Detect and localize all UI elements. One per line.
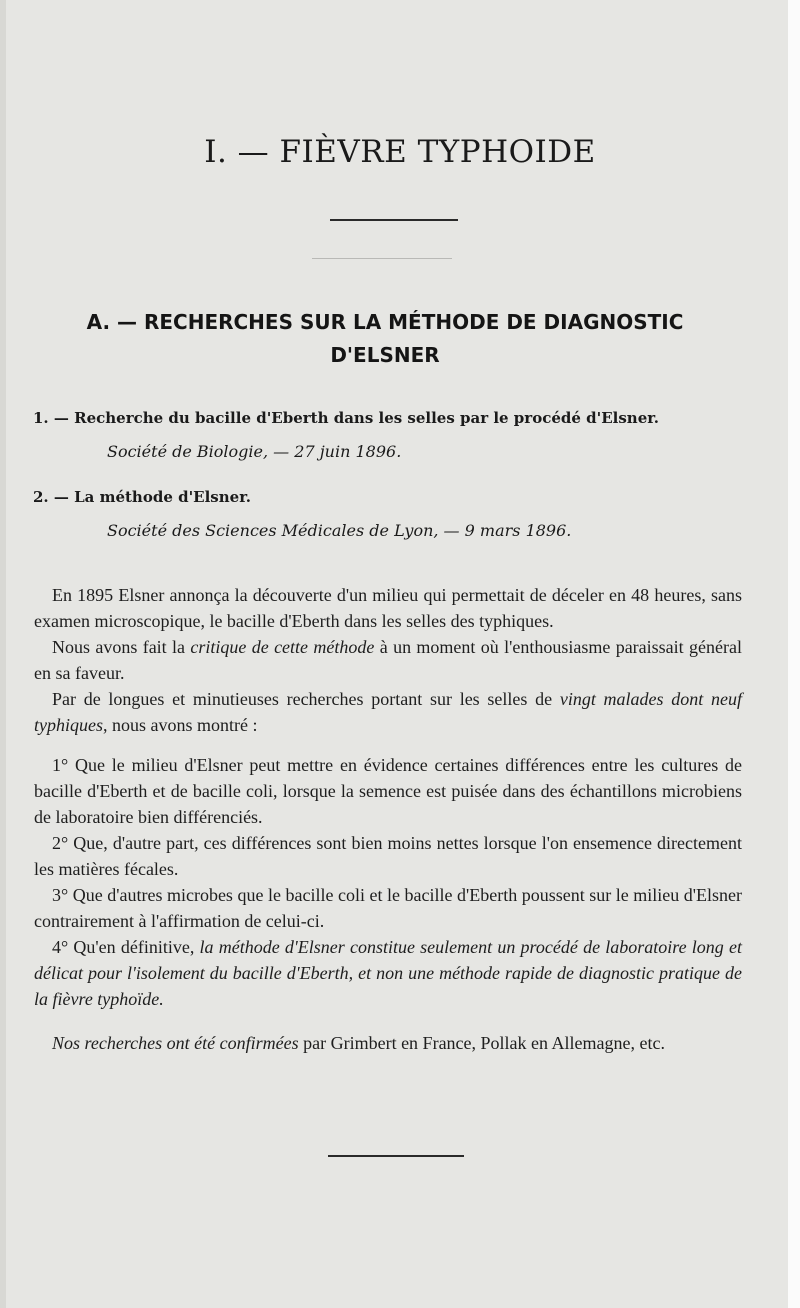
- end-divider: [328, 1155, 464, 1157]
- reference-1-label: 1. — Recherche du bacille d'Eberth dans les selles par le procédé d'Elsner.: [33, 409, 659, 427]
- confirmation-italic: Nos recherches ont été confirmées: [52, 1033, 299, 1053]
- section-title: [60, 306, 710, 372]
- finding-4: [34, 934, 742, 1012]
- faint-divider: [312, 258, 452, 259]
- paragraph-2: [34, 634, 742, 686]
- finding-3: 3° Que d'autres microbes que le bacille coli et le bacille d'Eberth poussent sur le milieu d'Elsner contrairement à l'affirmation de celui-ci.: [34, 885, 742, 931]
- title-divider: [330, 219, 458, 221]
- paragraph-confirmation: [34, 1030, 742, 1056]
- paragraph-1: En 1895 Elsner annonça la découverte d'un milieu qui permettait de déceler en 48 heures, sans examen microscopique, le bacille d'Eberth dans les selles des typhiques.: [34, 585, 742, 631]
- paragraph-2-italic: critique de cette méthode: [190, 637, 375, 657]
- paragraph-2-text-c: à un moment où l'enthousiasme paraissait général en sa faveur.: [34, 637, 742, 683]
- finding-4-text-a: 4° Qu'en définitive,: [52, 937, 200, 957]
- reference-1-source: Société de Biologie, — 27 juin 1896.: [107, 442, 402, 461]
- finding-1: 1° Que le milieu d'Elsner peut mettre en évidence certaines différences entre les cultures de bacille d'Eberth et de bacille coli, lorsque la semence est puisée dans des échantillons microbiens de laboratoire bien différenciés.: [34, 755, 742, 827]
- paragraph-3-italic: vingt malades dont neuf typhiques: [34, 689, 742, 735]
- section-title-line-2: D'ELSNER: [330, 343, 440, 367]
- finding-4-italic: la méthode d'Elsner constitue seulement un procédé de laboratoire long et délicat pour l'isolement du bacille d'Eberth, et non une méthode rapide de diagnostic pratique de la fièvre typhoïde.: [34, 937, 743, 1009]
- chapter-title: I. — FIÈVRE TYPHOIDE: [204, 134, 596, 170]
- finding-2: 2° Que, d'autre part, ces différences sont bien moins nettes lorsque l'on ensemence directement les matières fécales.: [34, 833, 742, 879]
- confirmation-text: par Grimbert en France, Pollak en Allemagne, etc.: [298, 1033, 665, 1053]
- paragraph-3-text-c: , nous avons montré :: [103, 715, 258, 735]
- reference-2-label: 2. — La méthode d'Elsner.: [33, 488, 251, 506]
- paragraph-3: [34, 686, 742, 738]
- paragraph-3-text-a: Par de longues et minutieuses recherches portant sur les selles de: [52, 689, 560, 709]
- paragraph-2-text-a: Nous avons fait la: [52, 637, 191, 657]
- body-text: [34, 582, 742, 1056]
- page-right-margin: [788, 0, 800, 1308]
- section-title-line-1: A. — RECHERCHES SUR LA MÉTHODE DE DIAGNOSTIC: [86, 310, 684, 334]
- reference-2-source: Société des Sciences Médicales de Lyon, — 9 mars 1896.: [107, 521, 572, 540]
- page-left-shadow: [0, 0, 6, 1308]
